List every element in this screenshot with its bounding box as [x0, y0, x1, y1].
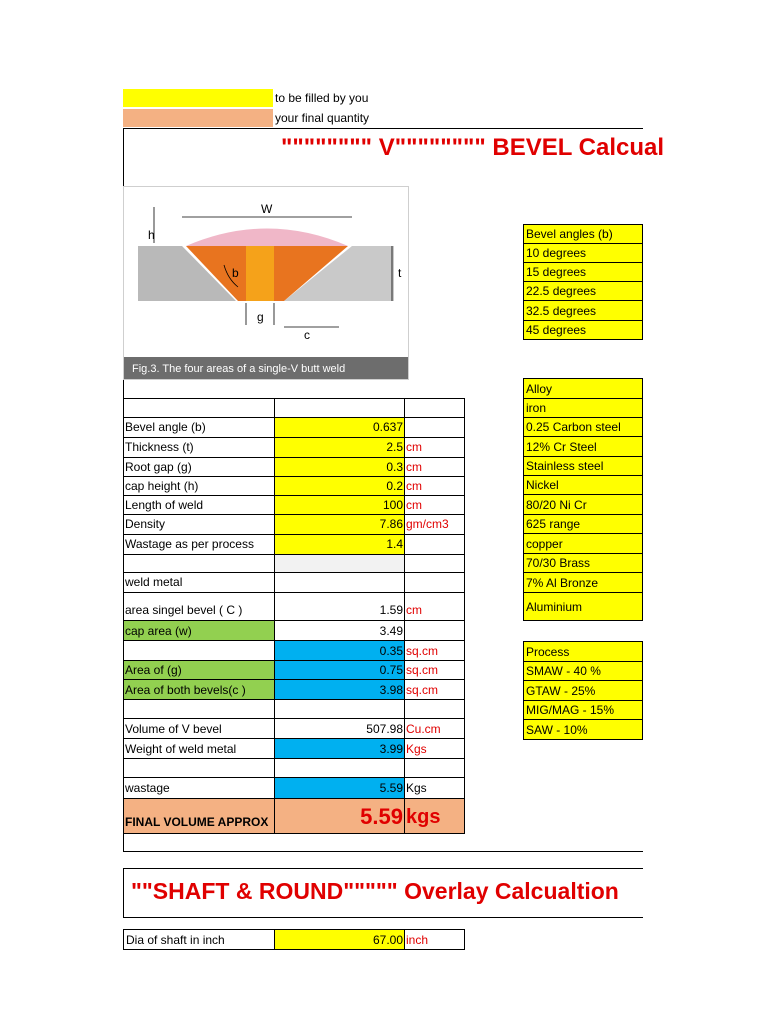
label-b: b — [232, 266, 239, 280]
row-cap-height-label: cap height (h) — [125, 478, 199, 493]
row-density-label: Density — [125, 517, 166, 531]
wastage-value: 5.59 — [275, 778, 404, 798]
thickness-unit: cm — [406, 440, 422, 454]
bevel-angle-option: 32.5 degrees — [523, 300, 643, 321]
alloy-option: 80/20 Ni Cr — [523, 494, 643, 515]
shaft-dia-input[interactable]: 67.00 — [275, 930, 404, 949]
area-single-bevel-unit: cm — [406, 603, 422, 617]
density-unit: gm/cm3 — [406, 517, 449, 531]
weld-figure — [123, 186, 409, 380]
alloy-option: copper — [523, 533, 643, 554]
final-volume-unit: kgs — [406, 805, 441, 828]
alloy-option: 70/30 Brass — [523, 553, 643, 573]
label-g: g — [257, 310, 264, 324]
row-thickness-label: Thickness (t) — [125, 440, 194, 454]
row-wastage-process-label: Wastage as per process — [125, 537, 254, 551]
process-option: GTAW - 25% — [523, 680, 643, 701]
process-option: MIG/MAG - 15% — [523, 700, 643, 720]
label-h: h — [148, 228, 155, 242]
length-unit: cm — [406, 497, 422, 512]
cap-area-value: 3.49 — [379, 624, 403, 638]
process-option: SAW - 10% — [523, 719, 643, 740]
area-g-value: 0.75 — [275, 660, 404, 680]
v-bevel-title: """""""" V"""""""" BEVEL Calcual — [281, 134, 665, 161]
alloy-option: Aluminium — [523, 592, 643, 621]
alloy-option: Stainless steel — [523, 456, 643, 476]
shaft-section-bottom-border — [123, 917, 643, 918]
bevel-angle-option: 45 degrees — [523, 320, 643, 340]
figure-caption: Fig.3. The four areas of a single-V butt weld — [132, 363, 346, 375]
density-input[interactable]: 7.86 — [275, 514, 404, 534]
row-root-gap-label: Root gap (g) — [125, 459, 192, 474]
thickness-input[interactable]: 2.5 — [275, 437, 404, 457]
label-c: c — [304, 328, 310, 342]
cap-height-input[interactable]: 0.2 — [275, 476, 404, 495]
wastage-process-input[interactable]: 1.4 — [275, 534, 404, 554]
row-cap-area-label: cap area (w) — [123, 621, 274, 641]
row-area-g-label: Area of (g) — [123, 660, 274, 680]
legend-final-label: your final quantity — [275, 111, 370, 125]
final-volume-value: 5.59 — [360, 803, 403, 829]
alloy-option: 0.25 Carbon steel — [523, 417, 643, 437]
area-single-bevel-value: 1.59 — [379, 603, 403, 617]
section-top-border — [123, 128, 643, 129]
shaft-title: ""SHAFT & ROUND""""" Overlay Calcualtion — [131, 878, 619, 904]
alloy-option: 625 range — [523, 514, 643, 534]
shaft-dia-label: Dia of shaft in inch — [126, 932, 225, 947]
row-weld-metal-label: weld metal — [125, 575, 183, 589]
root-gap-input[interactable]: 0.3 — [275, 457, 404, 476]
weight-unit: Kgs — [406, 742, 427, 756]
row-bevel-angle-label: Bevel angle (b) — [125, 420, 206, 434]
bevel-angle-input[interactable]: 0.637 — [275, 417, 404, 437]
length-input[interactable]: 100 — [275, 495, 404, 514]
cap-height-unit: cm — [406, 478, 422, 493]
area-both-bevels-unit: sq.cm — [406, 682, 439, 697]
label-w: W — [261, 202, 273, 216]
process-option: SMAW - 40 % — [523, 661, 643, 681]
row-area-both-bevels-label: Area of both bevels(c ) — [123, 680, 274, 699]
bevel-angle-option: 10 degrees — [523, 243, 643, 263]
bevel-angles-header: Bevel angles (b) — [523, 224, 643, 244]
final-volume-label: FINAL VOLUME APPROX — [125, 815, 269, 829]
shaft-section-top-border — [123, 868, 643, 869]
section-bottom-border — [123, 851, 643, 852]
legend-fill-swatch — [123, 89, 273, 107]
legend-final-swatch — [123, 109, 273, 127]
alloy-option: Nickel — [523, 475, 643, 495]
single-v-weld-diagram — [124, 187, 408, 379]
process-header: Process — [523, 641, 643, 662]
alloy-option: iron — [523, 398, 643, 418]
bevel-table — [123, 398, 465, 834]
legend-fill-label: to be filled by you — [275, 91, 369, 105]
area-both-bevels-value: 3.98 — [275, 680, 404, 699]
volume-unit: Cu.cm — [406, 722, 441, 736]
bevel-angle-option: 22.5 degrees — [523, 281, 643, 301]
row-area-single-bevel-label: area singel bevel ( C ) — [125, 603, 243, 617]
area-g-unit: sq.cm — [406, 663, 439, 677]
row-weight-label: Weight of weld metal — [125, 742, 237, 756]
unnamed-area-unit: sq.cm — [406, 643, 439, 658]
blank-grey-cell — [275, 554, 404, 572]
root-gap-unit: cm — [406, 459, 422, 474]
bevel-angle-option: 15 degrees — [523, 262, 643, 282]
label-t: t — [398, 266, 402, 280]
wastage-unit: Kgs — [406, 781, 427, 795]
alloy-header: Alloy — [523, 378, 643, 399]
row-length-label: Length of weld — [125, 497, 204, 512]
volume-value: 507.98 — [366, 722, 403, 736]
alloy-option: 7% Al Bronze — [523, 572, 643, 593]
row-wastage-label: wastage — [125, 781, 170, 795]
alloy-option: 12% Cr Steel — [523, 436, 643, 457]
row-volume-label: Volume of V bevel — [125, 722, 222, 736]
weight-value: 3.99 — [275, 739, 404, 759]
shaft-dia-unit: inch — [406, 932, 429, 947]
shaft-section-left-border — [123, 868, 124, 918]
unnamed-area-value: 0.35 — [275, 641, 404, 660]
